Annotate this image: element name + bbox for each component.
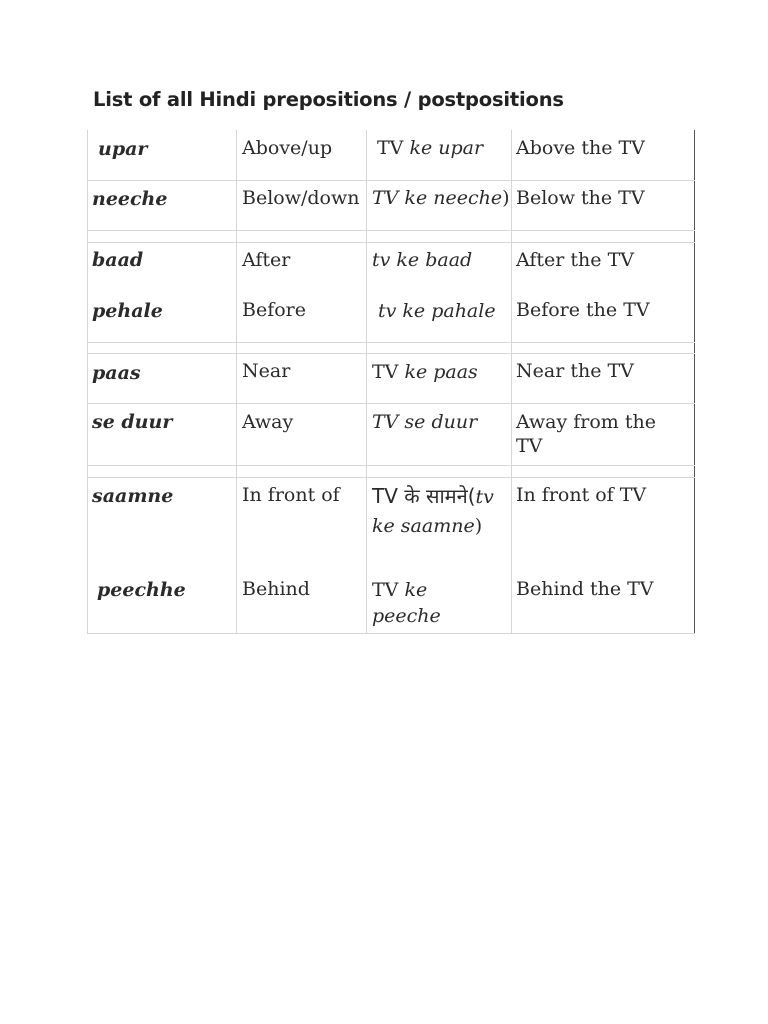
english-meaning: Below/down: [242, 187, 360, 209]
english-meaning: Above/up: [242, 137, 333, 159]
row-divider: [87, 353, 695, 354]
hindi-term: saamne: [92, 485, 174, 507]
example-phrase: TV ke peeche: [372, 579, 441, 627]
row-divider: [87, 465, 695, 466]
row-divider: [87, 342, 695, 343]
column-divider-2: [366, 130, 367, 634]
hindi-term: neeche: [92, 188, 168, 210]
column-divider-1: [236, 130, 237, 634]
row-divider: [87, 230, 695, 231]
english-meaning: After: [242, 249, 291, 271]
document-title: List of all Hindi prepositions / postpositions: [93, 88, 564, 111]
example-translation: Below the TV: [516, 187, 645, 209]
example-phrase: TV se duur: [372, 411, 478, 433]
english-meaning: Near: [242, 360, 291, 382]
example-phrase: tv ke baad: [372, 249, 473, 271]
example-phrase: TV ke upar: [377, 137, 484, 159]
hindi-term: paas: [92, 362, 141, 384]
row-divider: [87, 477, 695, 478]
example-phrase: TV ke paas: [372, 361, 478, 383]
table-border-right: [694, 130, 695, 634]
example-phrase: TV ke neeche): [372, 187, 510, 209]
example-translation: After the TV: [516, 249, 634, 271]
row-divider: [87, 180, 695, 181]
hindi-term: baad: [92, 249, 144, 271]
hindi-term: upar: [98, 138, 148, 160]
table-border-bottom: [87, 633, 695, 634]
hindi-term: pehale: [92, 300, 163, 322]
example-translation: Away from the TV: [516, 411, 656, 457]
column-divider-3: [511, 130, 512, 634]
hindi-term: se duur: [92, 411, 173, 433]
english-meaning: Behind: [242, 578, 310, 600]
example-translation: Behind the TV: [516, 578, 654, 600]
prepositions-table: [87, 130, 695, 634]
example-translation: Above the TV: [516, 137, 645, 159]
english-meaning: Away: [242, 411, 294, 433]
table-border-left: [87, 130, 88, 634]
row-divider: [87, 242, 695, 243]
example-translation: Before the TV: [516, 299, 650, 321]
english-meaning: Before: [242, 299, 307, 321]
english-meaning: In front of: [242, 484, 340, 506]
example-phrase: TV के सामने(tv ke saamne): [372, 484, 494, 537]
hindi-term: peechhe: [97, 579, 186, 601]
example-translation: Near the TV: [516, 360, 634, 382]
row-divider: [87, 403, 695, 404]
example-translation: In front of TV: [516, 484, 647, 506]
example-phrase: tv ke pahale: [378, 300, 496, 322]
